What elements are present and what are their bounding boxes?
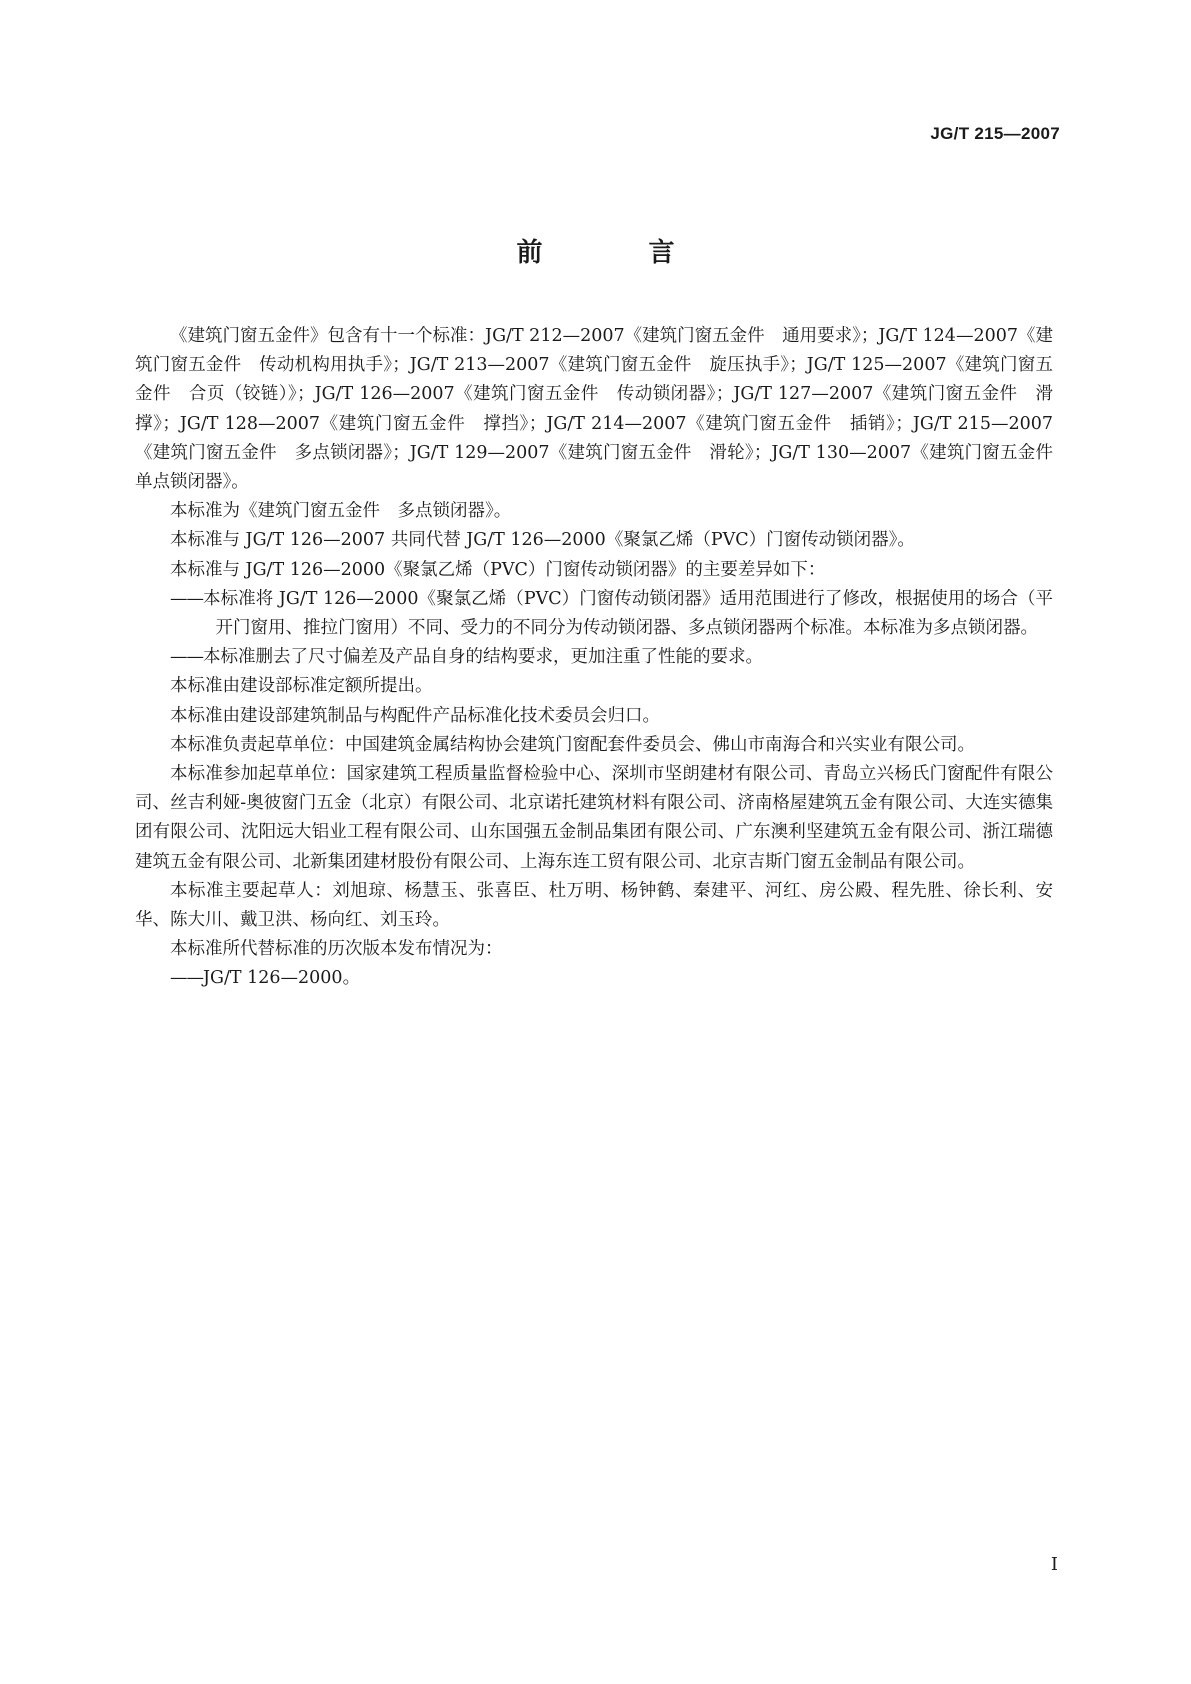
list-item-text: 本标准将 JG/T 126—2000《聚氯乙烯（PVC）门窗传动锁闭器》适用范围进行了修改，根据使用的场合（平开门窗用、推拉门窗用）不同、受力的不同分为传动锁闭器、多点锁闭器两个标准。本标准为多点锁闭器。 (203, 588, 1053, 639)
dash-mark: —— (170, 588, 203, 609)
list-item-text: 本标准删去了尺寸偏差及产品自身的结构要求，更加注重了性能的要求。 (203, 647, 763, 668)
list-item-difference-1 (135, 585, 1053, 643)
paragraph-drafters: 本标准主要起草人：刘旭琼、杨慧玉、张喜臣、杜万明、杨钟鹤、秦建平、河红、房公殿、程先胜、徐长利、安华、陈大川、戴卫洪、杨向红、刘玉玲。 (135, 880, 1053, 931)
foreword-body (135, 322, 1071, 994)
document-code: JG/T 215—2007 (930, 124, 1060, 143)
list-item-difference-2 (135, 643, 1053, 672)
page-title: 前 言 (516, 238, 715, 268)
paragraph-proposed-by: 本标准由建设部标准定额所提出。 (170, 676, 433, 697)
dash-mark: —— (170, 647, 203, 668)
paragraph-differences-intro: 本标准与 JG/T 126—2000《聚氯乙烯（PVC）门窗传动锁闭器》的主要差异如下： (170, 559, 826, 580)
paragraph-drafting-unit: 本标准负责起草单位：中国建筑金属结构协会建筑门窗配套件委员会、佛山市南海合和兴实业有限公司。 (170, 734, 975, 755)
list-item-text: JG/T 126—2000。 (203, 968, 361, 989)
list-item-previous-version (135, 964, 1053, 993)
paragraph-managed-by: 本标准由建设部建筑制品与构配件产品标准化技术委员会归口。 (170, 705, 660, 726)
paragraph-scope: 本标准为《建筑门窗五金件 多点锁闭器》。 (170, 501, 512, 522)
paragraph-participating-units: 本标准参加起草单位：国家建筑工程质量监督检验中心、深圳市坚朗建材有限公司、青岛立兴杨氏门窗配件有限公司、丝吉利娅-奥彼窗门五金（北京）有限公司、北京诺托建筑材料有限公司、济南格屋建筑五金有限公司、大连实德集团有限公司、沈阳远大铝业工程有限公司、山东国强五金制品集团有限公司、广东澳利坚建筑五金有限公司、浙江瑞德建筑五金有限公司、北新集团建材股份有限公司、上海东连工贸有限公司、北京吉斯门窗五金制品有限公司。 (135, 764, 1053, 872)
page-number: I (1050, 1554, 1058, 1575)
dash-mark: —— (170, 968, 203, 989)
paragraph-replaces: 本标准与 JG/T 126—2007 共同代替 JG/T 126—2000《聚氯乙烯（PVC）门窗传动锁闭器》。 (170, 530, 915, 551)
paragraph-standards-list: 《建筑门窗五金件》包含有十一个标准：JG/T 212—2007《建筑门窗五金件 通用要求》；JG/T 124—2007《建筑门窗五金件 传动机构用执手》；JG/T 213—2007《建筑门窗五金件 旋压执手》；JG/T 125—2007《建筑门窗五金件 合页（铰链）》；JG/T 126—2007《建筑门窗五金件 传动锁闭器》；JG/T 127—2007《建筑门窗五金件 滑撑》；JG/T 128—2007《建筑门窗五金件 撑挡》；JG/T 214—2007《建筑门窗五金件 插销》；JG/T 215—2007《建筑门窗五金件 多点锁闭器》；JG/T 129—2007《建筑门窗五金件 滑轮》；JG/T 130—2007《建筑门窗五金件 单点锁闭器》。 (135, 326, 1071, 493)
paragraph-previous-versions: 本标准所代替标准的历次版本发布情况为： (170, 939, 503, 960)
